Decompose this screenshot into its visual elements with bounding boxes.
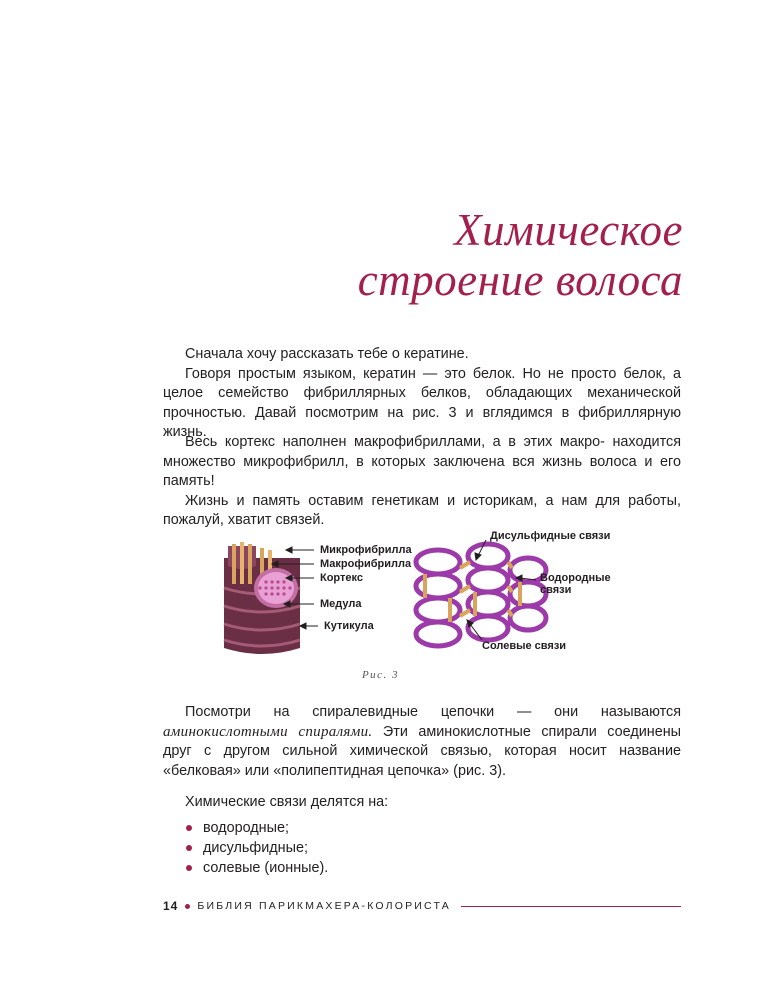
page-title: [358, 205, 683, 305]
spirals-section: [163, 703, 681, 781]
list-item: солевые (ионные).: [183, 858, 328, 878]
intro-paragraph-1: Сначала хочу рассказать тебе о кератине.: [185, 346, 469, 362]
cortex-paragraph-2: Жизнь и память оставим генетикам и историкам, а нам для работы, пожалуй, хватит связей.: [163, 492, 681, 528]
label-salt-bonds: Солевые связи: [482, 640, 567, 652]
amino-spirals-icon: [416, 544, 546, 646]
list-item: водородные;: [183, 818, 328, 838]
spirals-paragraph: [163, 703, 681, 781]
label-macrofibril: Макрофибрилла: [320, 558, 412, 570]
bond-types-list: [183, 818, 328, 878]
page-footer: [163, 898, 681, 914]
figure-3: [220, 528, 611, 658]
book-title: БИБЛИЯ ПАРИКМАХЕРА-КОЛОРИСТА: [197, 900, 451, 912]
list-item: дисульфидные;: [183, 838, 328, 858]
figure-caption: Рис. 3: [361, 669, 400, 681]
title-line-1: Химическое: [454, 205, 683, 255]
intro-section: [163, 345, 681, 443]
label-cortex: Кортекс: [320, 572, 363, 584]
bonds-intro: Химические связи делятся на:: [185, 794, 389, 810]
bullet-icon: [185, 904, 190, 909]
intro-paragraph-2: Говоря простым языком, кератин — это белок. Но не просто белок, а целое семейство фибриллярных белков, обладающих механической прочностью. Давай посмотрим на рис. 3 и вглядимся в фибриллярную жизнь.: [163, 365, 681, 440]
page-number: 14: [163, 899, 179, 913]
bonds-section: [163, 793, 681, 813]
label-disulfide-bonds: Дисульфидные связи: [490, 530, 611, 542]
label-medulla: Медула: [320, 598, 362, 610]
label-microfibril: Микрофибрилла: [320, 544, 412, 556]
spirals-term: аминокислотными спиралями.: [163, 723, 373, 740]
title-line-2: строение волоса: [357, 255, 683, 305]
cortex-paragraph-1: Весь кортекс наполнен макрофибриллами, а в этих макро- находится множество микрофибрилл, в которых заключена вся жизнь волоса и его память!: [163, 434, 681, 489]
label-hydrogen-bonds-1: Водородные: [540, 572, 611, 584]
spirals-text-pre: Посмотри на спиралевидные цепочки — они называются: [185, 704, 681, 720]
label-hydrogen-bonds-2: связи: [540, 584, 572, 596]
spirals-text-post: Эти аминокислотные спирали соединены друг с другом сильной химической связью, которая носит название «белковая» или «полипептидная цепочка» (рис. 3).: [163, 723, 681, 779]
cortex-section: [163, 433, 681, 531]
label-cuticle: Кутикула: [324, 620, 374, 632]
footer-rule: [461, 906, 681, 907]
hair-shaft-icon: [224, 542, 300, 654]
